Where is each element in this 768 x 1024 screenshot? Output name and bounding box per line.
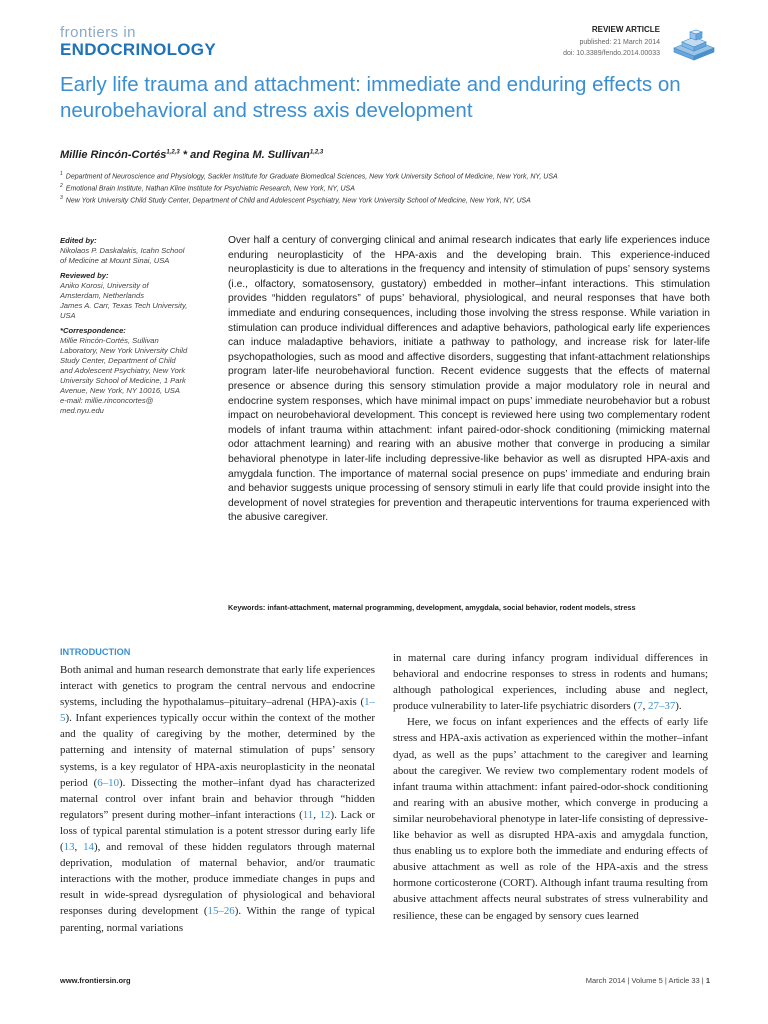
citation-link[interactable]: 6–10 <box>97 776 120 789</box>
reviewed-by-label: Reviewed by: <box>60 271 109 280</box>
body-text: ). Lack or loss of typical parental stimulation is a potent stressor during early life ( <box>60 808 375 854</box>
author-name[interactable]: Millie Rincón-Cortés <box>60 149 167 161</box>
affiliation <box>60 171 558 180</box>
body-text: , <box>642 700 649 713</box>
body-text: ). Within the range of typical parenting, normal variations <box>60 905 375 934</box>
footer-volume-text: March 2014 | Volume 5 | Article 33 | <box>585 976 706 985</box>
author-connector: and <box>187 149 213 161</box>
article-title: Early life trauma and attachment: immediate and enduring effects on neurobehavioral and stress axis development <box>60 73 681 122</box>
body-text: ). Dissecting the mother–infant dyad has characterized maternal control over infant brain and behavior through “hidden regulators” present during mother–infant interactions ( <box>60 776 375 821</box>
body-paragraph: Here, we focus on infant experiences and the effects of early life stress and HPA-axis activation as experienced within the mother–infant dyad, as well as the pups’ attachment to the caregiver and learning about the caregiver. We review two complementary rodent models of infant trauma within attachment: infant paired-odor-shock conditioning and rearing with an abusive mother, which converge in producing a similar neurobehavioral phenotype in later-life consisting of depressive-like behavior as well as disrupted HPA-axis and amygdala function, thus enabling us to explore both the immediate and enduring effects of abusive attachment as well as role of the HPA-axis and the stress hormone corticosterone (CORT). Although infant trauma resulting from abusive attachment affects neural substrates of stress vulnerability and resilience, these can be engaged by sensory cues learned <box>393 716 708 922</box>
keywords: Keywords: infant-attachment, maternal programming, development, amygdala, social behavior, rodent models, stress <box>228 603 636 612</box>
reviewed-by-text: Aniko Korosi, University of Amsterdam, Netherlands James A. Carr, Texas Tech University, USA <box>60 281 188 320</box>
affiliation-number: 2 <box>60 183 63 189</box>
footer-issue-info <box>586 976 710 985</box>
body-text: ), and removal of these hidden regulators through maternal deprivation, modulation of maternal behavior, and/or traumatic interactions with the mother, produce immediate changes in pups and result in wide-spread dysregulation of physiological and behavioral responses during development ( <box>60 841 375 918</box>
journal-cube-icon <box>672 22 716 62</box>
body-text: ). Infant experiences typically occur within the context of the mother and the quality of caregiving by the mother, determined by the patterning and intensity of maternal stimulation of pups’ sensory systems, is a key regulator of HPA-axis neuroplasticity in the neonatal period ( <box>60 712 375 789</box>
published-date: published: 21 March 2014 <box>579 39 660 46</box>
footer-website-link[interactable]: www.frontiersin.org <box>60 976 131 985</box>
correspondence-text[interactable]: Millie Rincón-Cortés, Sullivan Laboratory, New York University Child Study Center, Department of Child and Adolescent Psychiatry, New York University School of Medicine, 1 Park Avenue, New York, NY 10016, USA e-mail: millie.rinconcortes@ med.nyu.edu <box>60 336 188 415</box>
citation-link[interactable]: 14 <box>83 841 94 854</box>
body-text: , <box>313 808 320 821</box>
journal-logo-top: frontiers in <box>60 24 137 41</box>
edited-by-label: Edited by: <box>60 236 97 245</box>
citation-link[interactable]: 13 <box>63 841 75 854</box>
article-sidebar <box>60 236 210 416</box>
journal-logo-name: ENDOCRINOLOGY <box>60 40 216 59</box>
body-column-right <box>393 650 708 924</box>
author-line <box>60 149 323 161</box>
author-affil-marker: 1,2,3 <box>166 149 180 156</box>
affiliation-text: Department of Neuroscience and Physiology, Sackler Institute for Graduate Biomedical Sciences, New York University School of Medicine, New York, NY, USA <box>65 173 558 181</box>
affiliation <box>60 183 355 192</box>
affiliation-number: 1 <box>60 171 63 177</box>
edited-by-text: Nikolaos P. Daskalakis, Icahn School of Medicine at Mount Sinai, USA <box>60 246 185 265</box>
correspondence-label: *Correspondence: <box>60 326 126 335</box>
citation-link[interactable]: 27–37 <box>648 700 676 713</box>
section-heading-introduction: INTRODUCTION <box>60 647 131 657</box>
citation-link[interactable]: 15–26 <box>207 905 235 918</box>
author-name[interactable]: Regina M. Sullivan <box>212 149 310 161</box>
body-text: ). <box>675 700 682 713</box>
affiliation-text: Emotional Brain Institute, Nathan Kline Institute for Psychiatric Research, New York, NY, USA <box>65 185 355 193</box>
citation-link[interactable]: 1–5 <box>60 696 375 725</box>
abstract-text: Over half a century of converging clinical and animal research indicates that early life experiences induce enduring neuroplasticity of the HPA-axis and the developing brain. This experience-induced neuroplasticity is due to alterations in the frequency and intensity of stimulation of pups’ sensory systems (i.e., olfactory, somatosensory, gustatory) embedded in mother–infant interactions. This stimulation provides “hidden regulators” of pups’ behavioral, physiological, and neural responses that have both immediate and enduring consequences, including those involving the stress response. While variation in stimulation can produce individual differences and adaptive behaviors, pathological early life experiences can induce maladaptive behaviors, initiate a pathway to pathology, and increase risk for later-life psychopathologies, such as mood and affective disorders, suggesting that infant-attachment relationships program later-life neurobehavioral function. Recent evidence suggests that the effects of maternal presence or absence during this sensory stimulation provide a major modulatory role in neural and endocrine system responses, which have minimal impact on pups’ immediate neurobehavior but a robust impact on neurobehavioral development. This concept is reviewed here using two complementary rodent models of infant trauma within attachment: infant paired-odor-shock conditioning (mimicking maternal odor attachment learning) and rearing with an abusive mother that converge in producing a similar behavioral phenotype in later-life including depressive-like behavior as well as disrupted HPA-axis and amygdala function. The importance of maternal social presence on pups’ immediate and enduring brain and behavior suggests unique processing of sensory stimuli in early life that could provide insight into the development of novel strategies for prevention and therapeutic interventions for trauma experienced with the abusive caregiver. <box>228 235 710 524</box>
article-type-label: REVIEW ARTICLE <box>591 25 660 34</box>
affiliation <box>60 195 531 204</box>
doi-label: doi: 10.3389/fendo.2014.00033 <box>563 50 660 57</box>
author-affil-marker: 1,2,3 <box>309 149 324 156</box>
citation-link[interactable]: 7 <box>637 700 643 713</box>
citation-link[interactable]: 12 <box>319 808 331 821</box>
affiliation-text: New York University Child Study Center, Department of Child and Adolescent Psychiatry, New York University School of Medicine, New York, NY, USA <box>65 197 531 205</box>
body-text: in maternal care during infancy program individual differences in behavioral and endocrine responses to stress in rodents and humans; although pathological experiences, including abuse and neglect, produce vulnerability to later-life psychiatric disorders ( <box>393 652 708 713</box>
page-number: 1 <box>705 976 710 985</box>
citation-link[interactable]: 11 <box>302 808 314 821</box>
affiliation-number: 3 <box>60 195 63 201</box>
body-text: Both animal and human research demonstrate that early life experiences interact with genetics to program the central nervous and endocrine systems, including the hypothalamus–pituitary–adrenal (HPA)-axis ( <box>60 664 375 709</box>
body-column-left <box>60 662 375 936</box>
body-text: , <box>74 841 84 854</box>
corresponding-marker: * <box>179 149 188 161</box>
